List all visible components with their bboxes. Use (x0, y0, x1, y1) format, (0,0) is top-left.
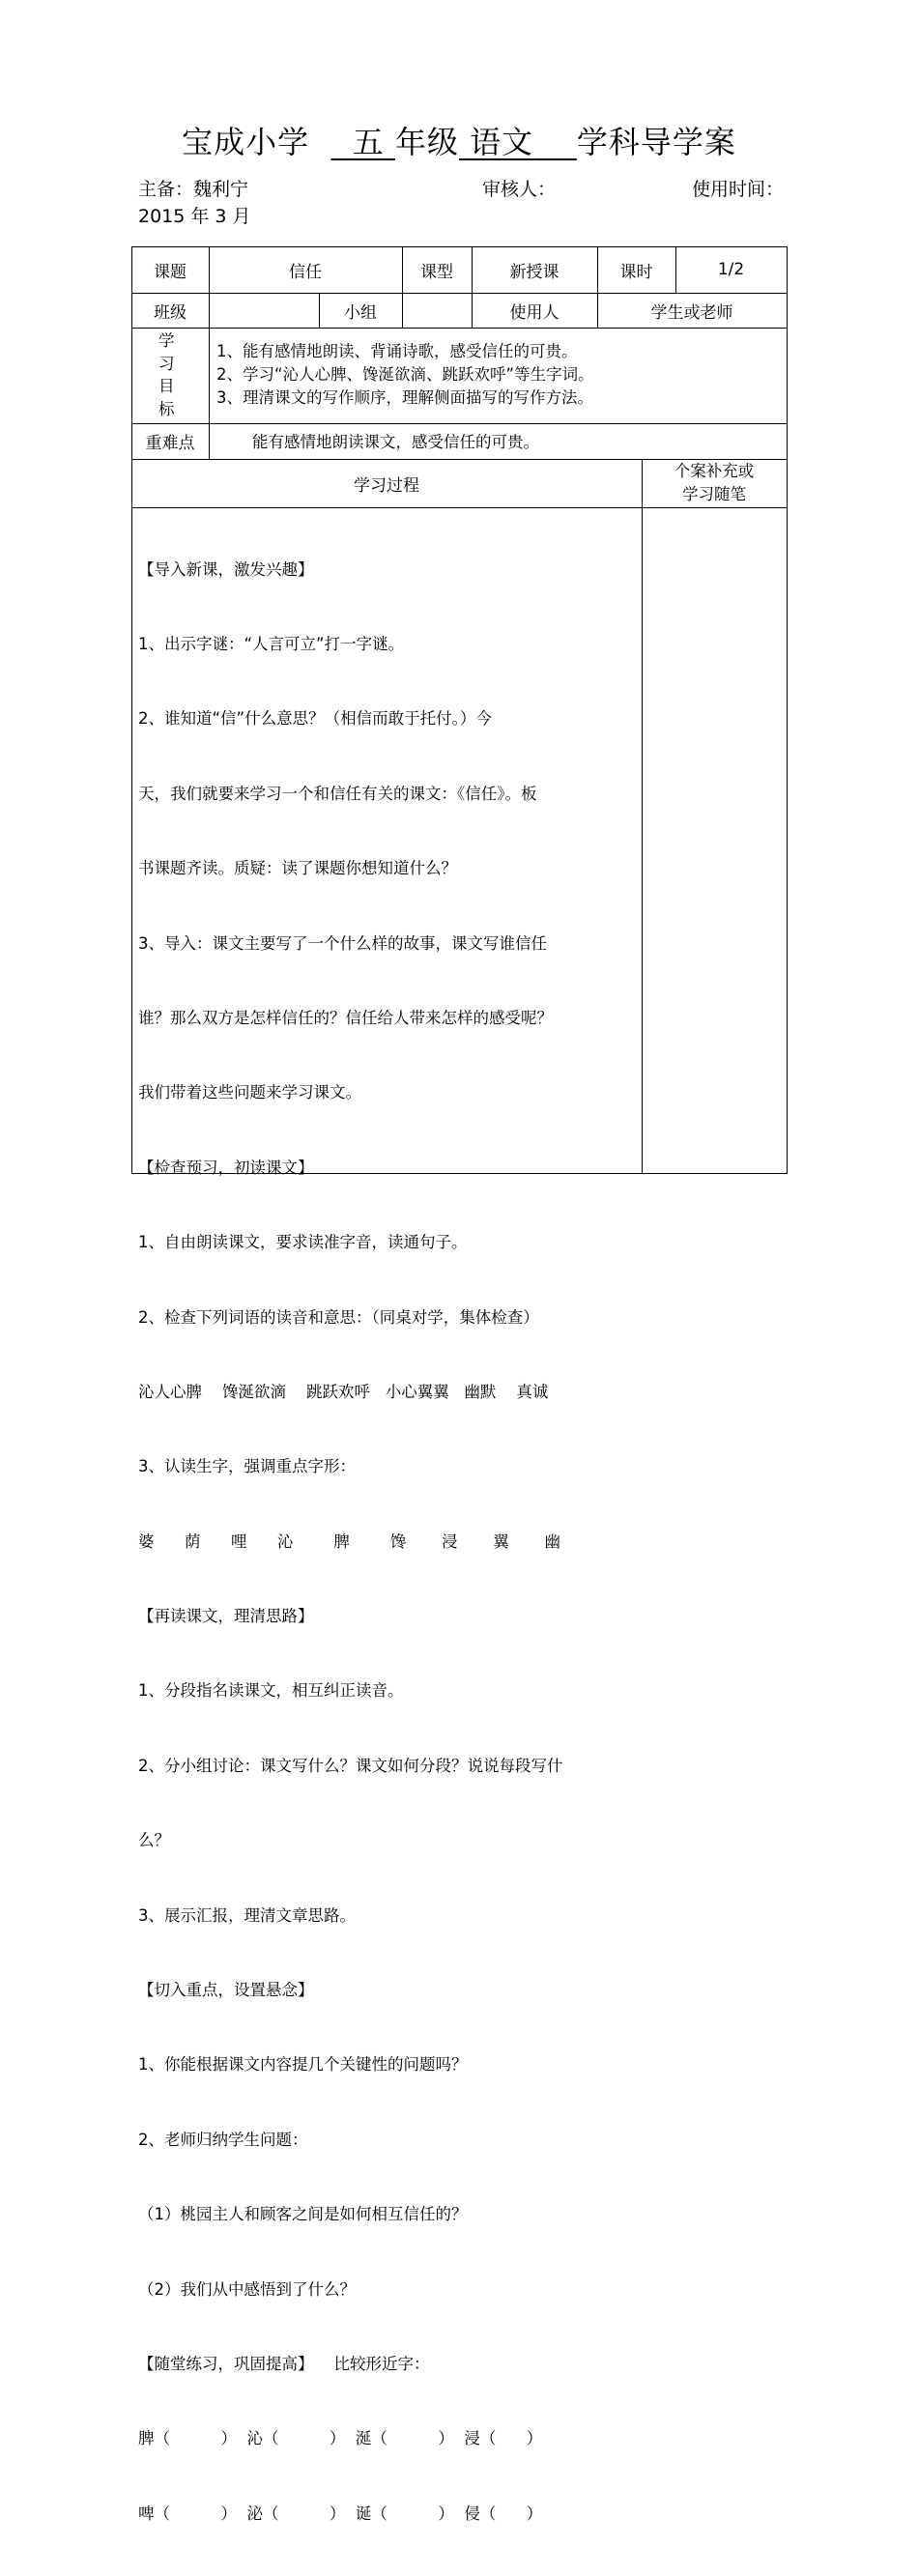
lesson-type-value: 新授课 (509, 262, 559, 282)
process-header: 学习过程 (354, 475, 419, 496)
goals-list (216, 340, 594, 410)
class-value (209, 293, 319, 328)
process-line: 脾（ ） 沁（ ） 涎（ ） 浸（ ） (138, 2429, 543, 2448)
goal-item: 3、理清课文的写作顺序，理解侧面描写的写作方法。 (216, 388, 593, 407)
process-line: 2、老师归纳学生问题： (138, 2130, 308, 2149)
process-line: 【切入重点，设置悬念】 (138, 1981, 314, 2000)
process-line: 1、出示字谜：“人言可立”打一字谜。 (138, 634, 405, 653)
title-subject: 语文 (470, 124, 534, 160)
process-line: 1、自由朗读课文，要求读准字音，读通句子。 (138, 1233, 468, 1252)
process-line: 天，我们就要来学习一个和信任有关的课文：《信任》。板 (138, 784, 537, 803)
user-label: 使用人 (509, 302, 559, 323)
process-line: 么？ (138, 1831, 170, 1850)
lesson-type-label: 课型 (420, 262, 453, 282)
topic-label: 课题 (154, 262, 186, 282)
reviewer: 审核人： (482, 179, 557, 200)
process-line: 2、检查下列词语的读音和意思：（同桌对学，集体检查） (138, 1307, 539, 1327)
class-label: 班级 (154, 302, 186, 323)
title-school: 宝成小学 (182, 124, 310, 160)
title-grade-suffix: 年级 (394, 124, 459, 160)
class-hours-label: 课时 (619, 262, 653, 282)
process-line: （1）桃园主人和顾客之间是如何相互信任的？ (138, 2205, 468, 2224)
process-line: 谁？那么双方是怎样信任的？信任给人带来怎样的感受呢？ (138, 1008, 553, 1027)
process-line: 书课题齐读。质疑：读了课题你想知道什么？ (138, 859, 457, 878)
goals-label: 学 习 目 标 (158, 331, 175, 418)
process-line: 【检查预习，初读课文】 (138, 1158, 314, 1177)
process-line: 我们带着这些问题来学习课文。 (138, 1083, 361, 1102)
key-points-label: 重难点 (145, 434, 195, 453)
process-line: 啤（ ） 泌（ ） 诞（ ） 侵（ ） (138, 2504, 543, 2523)
user-value: 学生或老师 (650, 302, 733, 323)
process-line: 3、导入：课文主要写了一个什么样的故事，课文写谁信任 (138, 933, 547, 953)
process-line: 沁人心脾 馋涎欲滴 跳跃欢呼 小心翼翼 幽默 真诚 (138, 1382, 549, 1401)
title-grade: 五 (352, 124, 385, 160)
process-line: 2、分小组讨论：课文写什么？课文如何分段？说说每段写什 (138, 1756, 563, 1775)
process-line: 【随堂练习，巩固提高】 比较形近字： (138, 2354, 430, 2373)
use-time-value: 2015 年 3 月 (138, 206, 251, 227)
topic-value: 信任 (289, 262, 322, 282)
process-line: 【再读课文，理清思路】 (138, 1607, 314, 1626)
class-hours-value: 1/2 (717, 260, 745, 279)
process-line: （2）我们从中感悟到了什么？ (138, 2279, 356, 2299)
use-time-label: 使用时间： (692, 179, 785, 200)
goal-item: 2、学习“沁人心脾、馋涎欲滴、跳跃欢呼”等生字词。 (216, 365, 594, 384)
group-value (402, 293, 472, 328)
process-line: 1、你能根据课文内容提几个关键性的问题吗？ (138, 2055, 468, 2075)
study-plan-table (131, 246, 788, 2523)
preparer: 主备：魏利宁 (138, 179, 249, 200)
key-points-text: 能有感情地朗读课文，感受信任的可贵。 (252, 433, 539, 451)
process-line: 2、谁知道“信”什么意思？（相信而敢于托付。）今 (138, 709, 492, 729)
process-line: 1、分段指名读课文，相互纠正读音。 (138, 1681, 404, 1701)
notes-header: 个案补充或 学习随笔 (674, 462, 755, 503)
process-line: 3、展示汇报，理清文章思路。 (138, 1905, 356, 1925)
title-tail: 学科导学案 (576, 124, 736, 160)
process-body (138, 507, 563, 2576)
group-label: 小组 (344, 302, 377, 323)
goal-item: 1、能有感情地朗读、背诵诗歌，感受信任的可贵。 (216, 342, 578, 360)
process-line: 3、认读生字，强调重点字形： (138, 1457, 356, 1476)
process-line: 【导入新课，激发兴趣】 (138, 559, 314, 579)
page-title (0, 118, 918, 162)
process-line: 婆 荫 哩 沁 脾 馋 浸 翼 幽 (138, 1531, 560, 1551)
